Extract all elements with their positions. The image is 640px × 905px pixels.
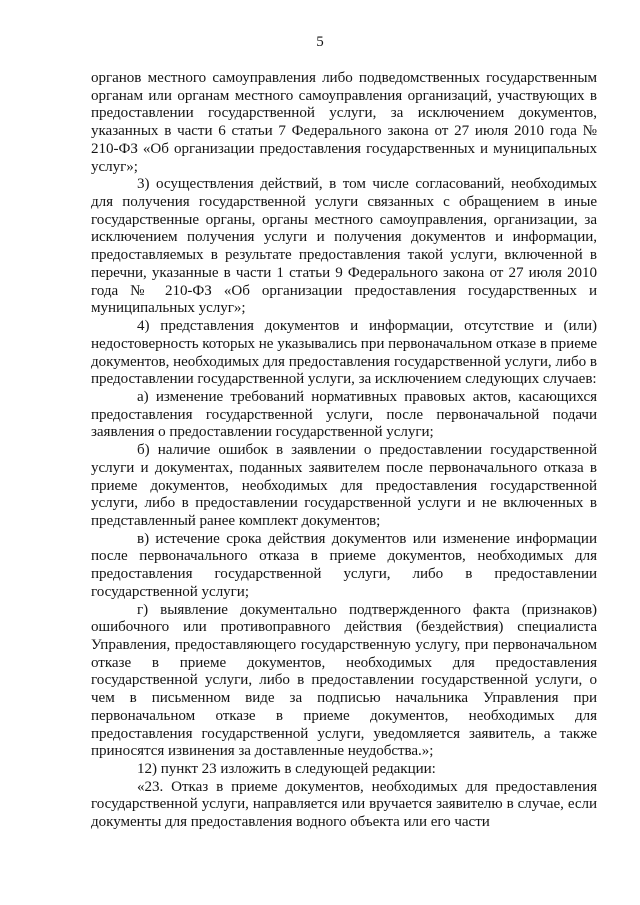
paragraph-subitem-b: б) наличие ошибок в заявлении о предоставлении государственной услуги и документах, поданных заявителем после первоначального отказа в приеме документов, необходимых для предоставления государственной услуги, либо в предоставлении государственной услуги и не включенных в представленный ранее комплект документов; bbox=[91, 442, 597, 529]
page-number: 5 bbox=[316, 34, 324, 50]
document-body bbox=[91, 70, 597, 832]
paragraph-subitem-g: г) выявление документально подтвержденного факта (признаков) ошибочного или противоправного действия (бездействия) специалиста Управления, предоставляющего государственную услугу, при первоначальном отказе в приеме документов, необходимых для предоставления государственной услуги, либо в предоставлении государственной услуги, о чем в письменном виде за подписью начальника Управления при первоначальном отказе в приеме документов, необходимых для предоставления государственной услуги, уведомляется заявитель, а также приносятся извинения за доставленные неудобства.»; bbox=[91, 601, 597, 760]
paragraph-subitem-v: в) истечение срока действия документов или изменение информации после первоначального отказа в приеме документов, необходимых для предоставления государственной услуги, либо в предоставлении государственной услуги; bbox=[91, 530, 597, 600]
paragraph-item-12: 12) пункт 23 изложить в следующей редакции: bbox=[137, 761, 436, 778]
paragraph-item-3: 3) осуществления действий, в том числе согласований, необходимых для получения государственной услуги связанных с обращением в иные государственные органы, органы местного самоуправления, организации, за исключением получения услуги и получения документов и информации, предоставляемых в результате предоставления такой услуги, включенной в перечни, указанные в части 1 статьи 9 Федерального закона от 27 июля 2010 года № 210-ФЗ «Об организации предоставления государственных и муниципальных услуг»; bbox=[91, 176, 597, 317]
paragraph-subitem-a: а) изменение требований нормативных правовых актов, касающихся предоставления государственной услуги, после первоначальной подачи заявления о предоставлении государственной услуги; bbox=[91, 388, 597, 441]
paragraph-clause-23: «23. Отказ в приеме документов, необходимых для предоставления государственной услуги, направляется или вручается заявителю в случае, если документы для предоставления водного объекта или его части bbox=[91, 778, 597, 831]
paragraph-item-4: 4) представления документов и информации, отсутствие и (или) недостоверность которых не указывались при первоначальном отказе в приеме документов, необходимых для предоставления государственной услуги, либо в предоставлении государственной услуги, за исключением следующих случаев: bbox=[91, 318, 597, 388]
paragraph-continuation: органов местного самоуправления либо подведомственных государственным органам или органам местного самоуправления организаций, участвующих в предоставлении государственной услуги, за исключением документов, указанных в части 6 статьи 7 Федерального закона от 27 июля 2010 года № 210-ФЗ «Об организации предоставления государственных и муниципальных услуг»; bbox=[91, 70, 597, 175]
